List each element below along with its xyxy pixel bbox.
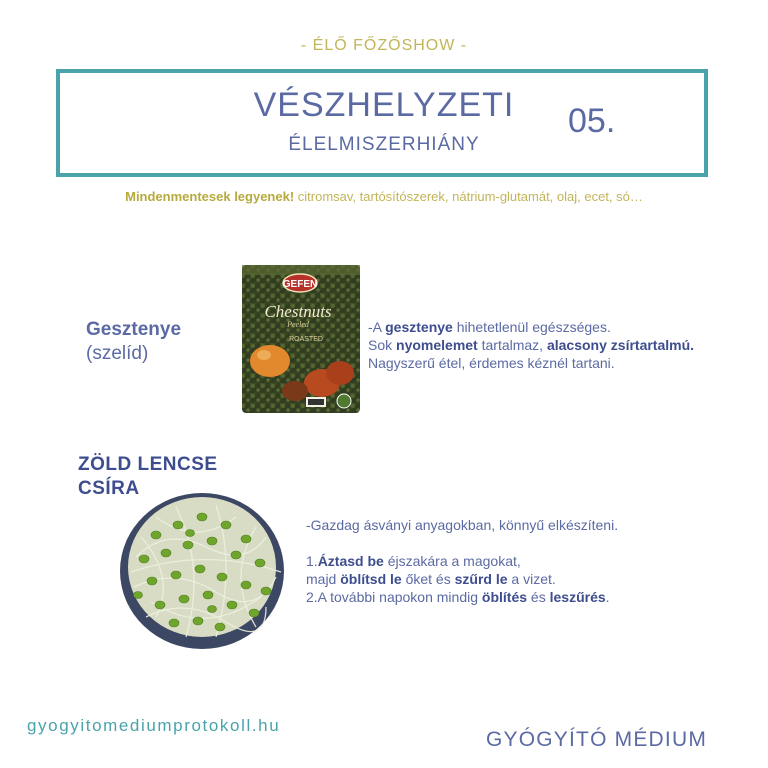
lentil-name: ZÖLD LENCSE	[78, 454, 218, 475]
free-from-line	[0, 189, 768, 204]
page-subtitle: ÉLELMISZERHIÁNY	[288, 134, 480, 155]
package-sub: ROASTED	[289, 336, 323, 343]
lentil-name-line-2: CSÍRA	[78, 478, 140, 499]
lentil-step-2: 2.A további napokon mindig öblítés és leszűrés.	[306, 589, 610, 605]
website-url[interactable]: gyogyitomediumprotokoll.hu	[27, 716, 281, 735]
package-tag: Peeled	[287, 320, 309, 329]
chestnut-heading	[86, 318, 181, 366]
brand-name: GYÓGYÍTÓ MÉDIUM	[486, 728, 708, 751]
free-from-list: citromsav, tartósítószerek, nátrium-glutamát, olaj, ecet, só…	[294, 189, 643, 204]
issue-number: 05.	[568, 102, 616, 140]
lentil-step-1: 1.Áztasd be éjszakára a magokat,	[306, 553, 521, 569]
package-product: Chestnuts	[264, 302, 332, 321]
free-from-bold: Mindenmentesek legyenek!	[125, 189, 295, 204]
chestnut-line-2: Sok nyomelemet tartalmaz, alacsony zsírtartalmú.	[368, 337, 695, 353]
page-title: VÉSZHELYZETI	[253, 86, 515, 124]
lentil-sprout-bowl-image	[116, 487, 288, 653]
package-brand: GEFEN	[282, 279, 318, 290]
lentil-description	[306, 516, 618, 606]
chestnut-line-1: -A gesztenye hihetetlenül egészséges.	[368, 319, 611, 335]
chestnut-variant: (szelíd)	[86, 343, 149, 364]
chestnut-description	[368, 318, 694, 372]
chestnut-line-3: Nagyszerű étel, érdemes kéznél tartani.	[368, 355, 615, 371]
lentil-intro: -Gazdag ásványi anyagokban, könnyű elkészíteni.	[306, 517, 619, 533]
show-kicker: - ÉLŐ FŐZŐSHOW -	[300, 37, 468, 54]
lentil-step-1-cont: majd öblítsd le őket és szűrd le a vizet.	[306, 571, 556, 587]
chestnut-name: Gesztenye	[86, 319, 182, 340]
chestnut-package-image	[240, 263, 362, 415]
